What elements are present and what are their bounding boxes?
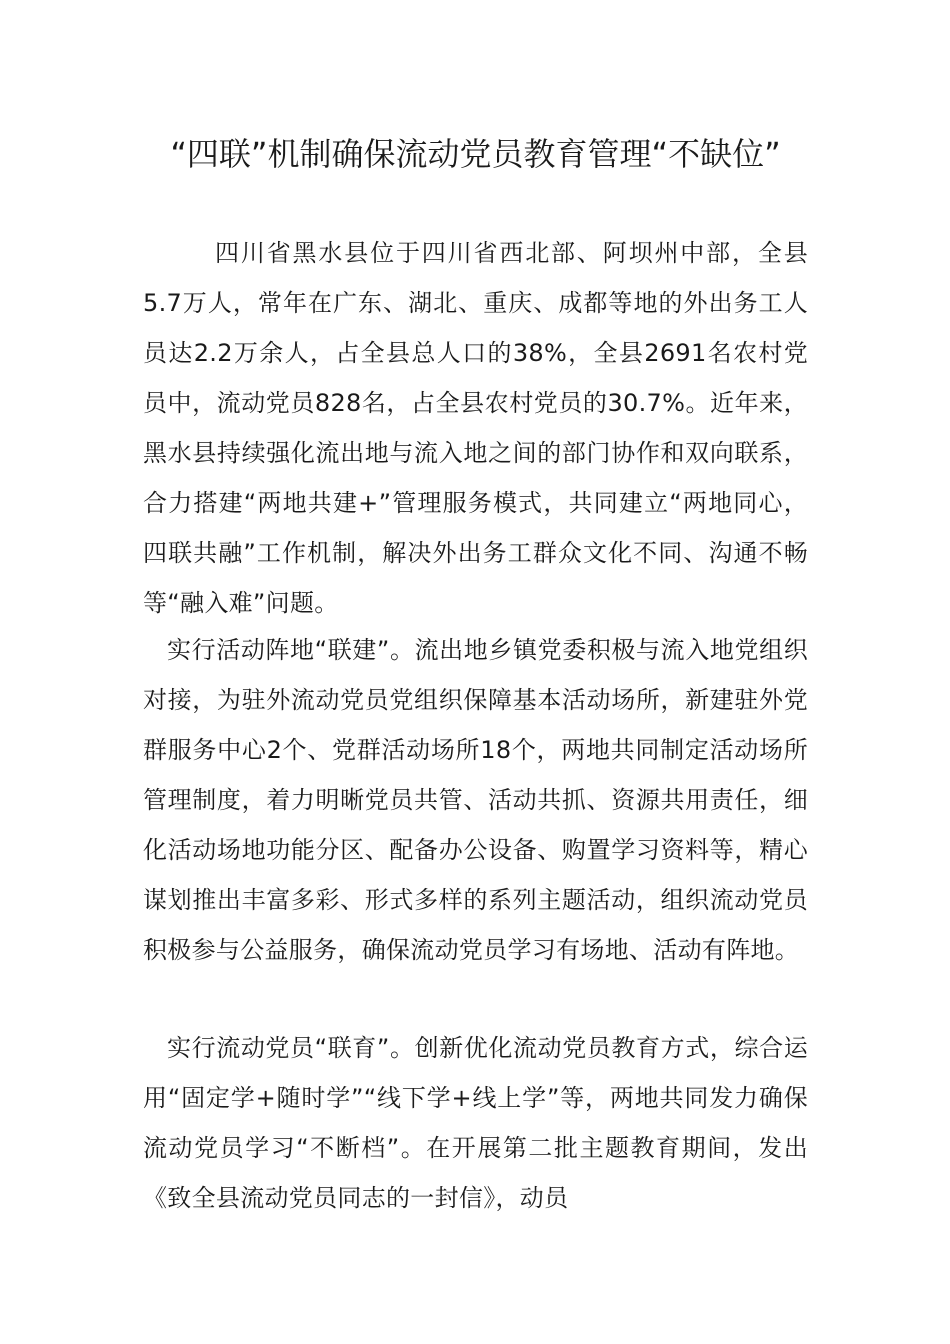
body-paragraph-intro: 四川省黑水县位于四川省西北部、阿坝州中部，全县5.7万人，常年在广东、湖北、重庆、成都等地的外出务工人员达2.2万余人，占全县总人口的38%，全县2691名农村党员中，流动党员828名，占全县农村党员的30.7%。近年来，黑水县持续强化流出地与流入地之间的部门协作和双向联系，合力搭建“两地共建+”管理服务模式，共同建立“两地同心，四联共融”工作机制，解决外出务工群众文化不同、沟通不畅等“融入难”问题。 xyxy=(143,239,809,617)
document-title: “四联”机制确保流动党员教育管理“不缺位” xyxy=(170,135,781,173)
body-paragraph-activity-base: 实行活动阵地“联建”。流出地乡镇党委积极与流入地党组织对接，为驻外流动党员党组织保障基本活动场所，新建驻外党群服务中心2个、党群活动场所18个，两地共同制定活动场所管理制度，着力明晰党员共管、活动共抓、资源共用责任，细化活动场地功能分区、配备办公设备、购置学习资料等，精心谋划推出丰富多彩、形式多样的系列主题活动，组织流动党员积极参与公益服务，确保流动党员学习有场地、活动有阵地。 xyxy=(143,636,808,964)
body-paragraph-education: 实行流动党员“联育”。创新优化流动党员教育方式，综合运用“固定学+随时学”“线下学+线上学”等，两地共同发力确保流动党员学习“不断档”。在开展第二批主题教育期间，发出《致全县流动党员同志的一封信》，动员 xyxy=(143,1034,808,1212)
